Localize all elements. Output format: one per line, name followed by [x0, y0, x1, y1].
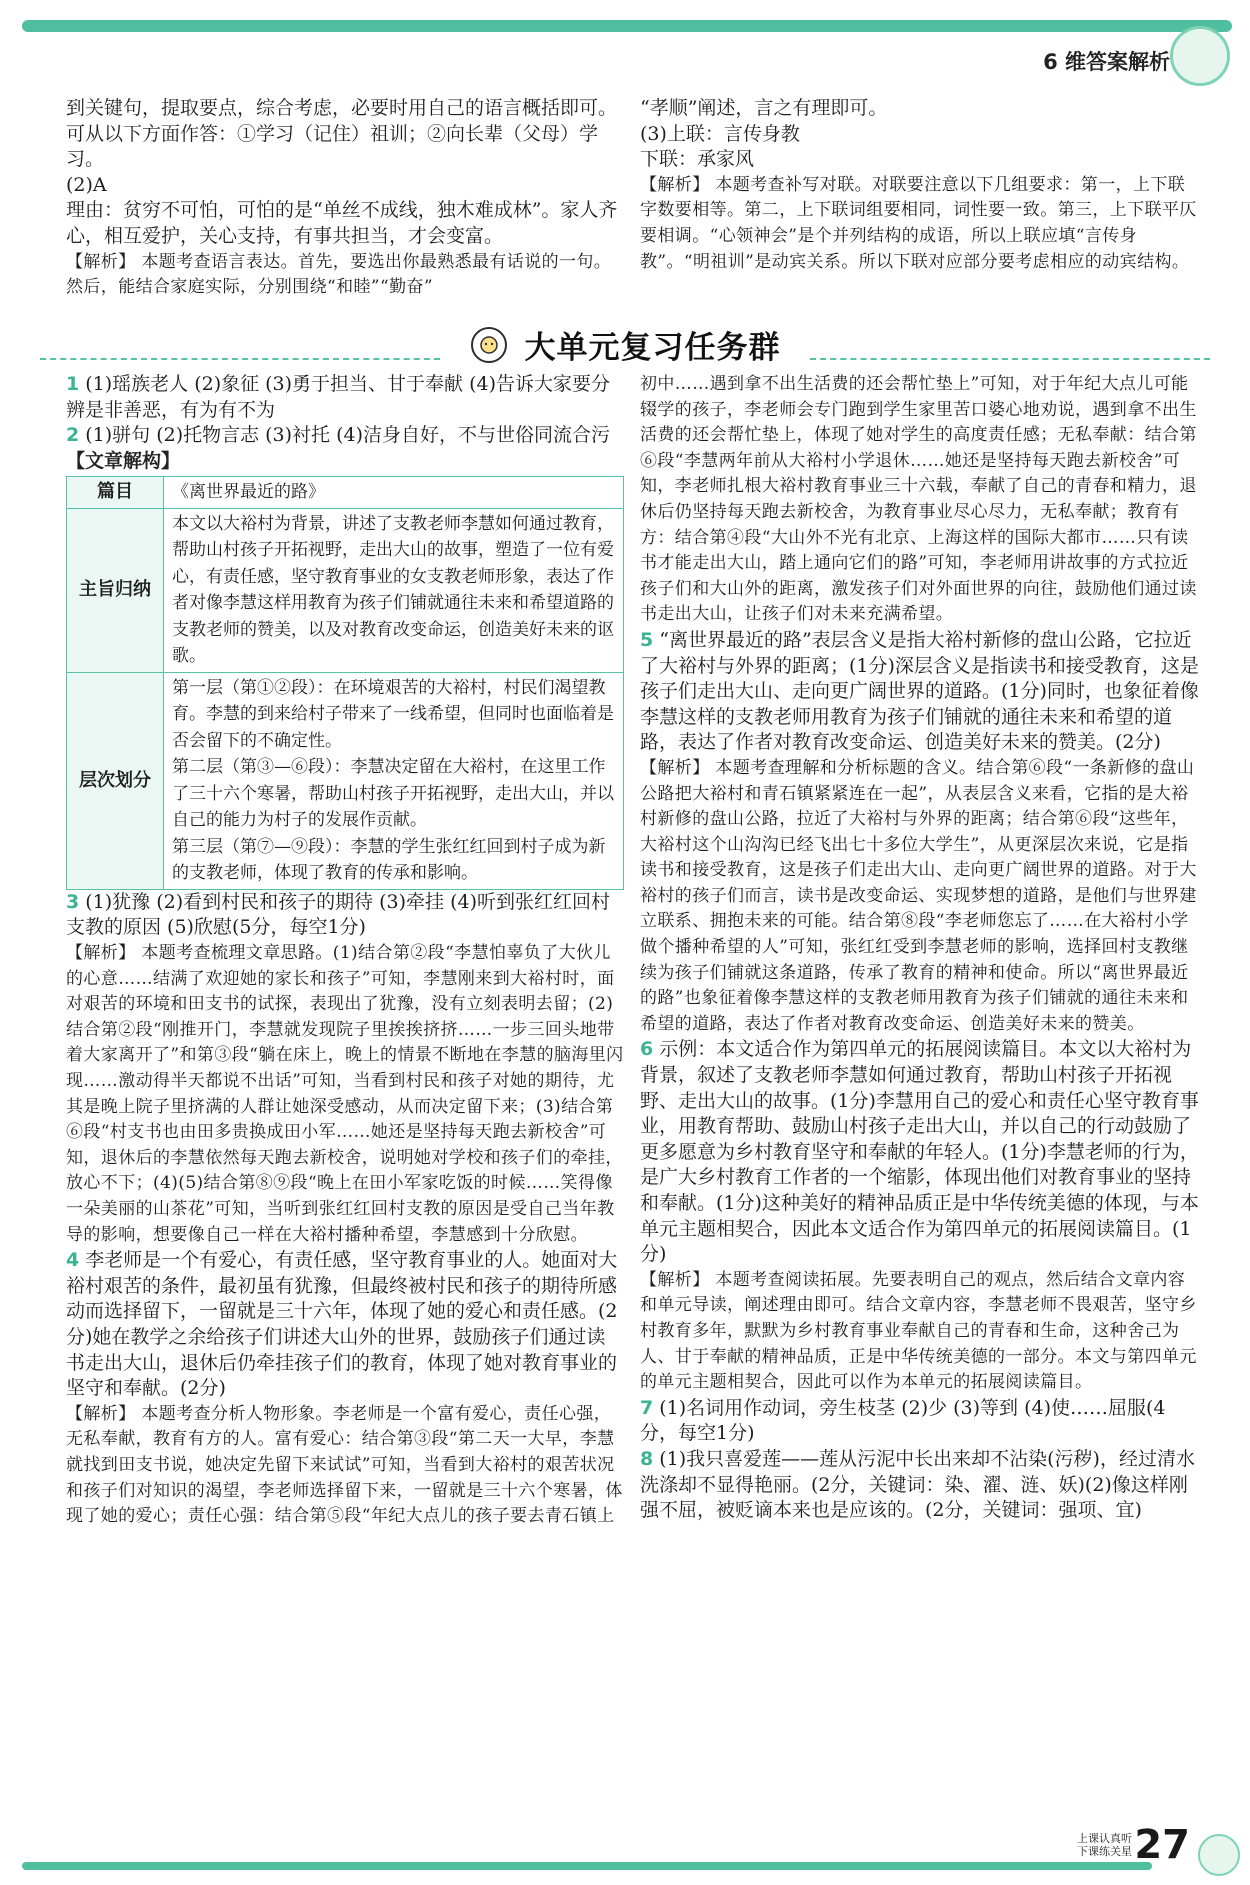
divider [810, 358, 1210, 360]
question-7: 7 (1)名词用作动词，旁生枝茎 (2)少 (3)等到 (4)使……屈服(4分，每空1分) [640, 1396, 1166, 1445]
answer-text: “孝顺”阐述，言之有理即可。 [640, 97, 888, 119]
question-8: 8 (1)我只喜爱莲——莲从污泥中长出来却不沾染(污秽)，经过清水洗涤却不显得艳丽。(2分，关键词：染、濯、涟、妖)(2)像这样刚强不屈，被贬谪本来也是应该的。(2分，关键词：强项、宜) [640, 1447, 1195, 1522]
divider [40, 358, 440, 360]
analysis-text: 【解析】 本题考查理解和分析标题的含义。结合第⑥段“一条新修的盘山公路把大裕村和青石镇紧紧连在一起”，从表层含义来看，它指的是大裕村新修的盘山公路，拉近了大裕村与外界的距离；结合第⑥段“这些年，大裕村这个山沟沟已经飞出七十多位大学生”，从更深层次来说，它是指读书和接受教育，这是孩子们走出大山、走向更广阔世界的道路。对于大裕村的孩子们而言，读书是改变命运、实现梦想的道路，是他们与世界建立联系、拥抱未来的可能。结合第⑧段“李老师您忘了……在大裕村小学做个播种希望的人”可知，张红红受到李慧老师的影响，选择回村支教继续为孩子们铺就这条道路，传承了教育的精神和使命。所以“离世界最近的路”也象征着像李慧这样的支教老师用教育为孩子们铺就的通往未来和希望的道路，表达了作者对教育改变命运、创造美好未来的赞美。 [640, 757, 1197, 1034]
table-cell: 本文以大裕村为背景，讲述了支教老师李慧如何通过教育，帮助山村孩子开拓视野，走出大山的故事，塑造了一位有爱心，有责任感，坚守教育事业的女支教老师形象，表达了作者对像李慧这样用教育为孩子们铺就通往未来和希望道路的支教老师的赞美，以及对教育改变命运，创造美好未来的讴歌。 [164, 508, 624, 672]
structure-heading: 【文章解构】 [66, 449, 181, 472]
structure-table [66, 476, 624, 890]
answer-text: 到关键句，提取要点，综合考虑，必要时用自己的语言概括即可。可从以下方面作答：①学习（记住）祖训；②向长辈（父母）学习。 [66, 97, 618, 171]
mascot-logo-icon [1198, 1834, 1240, 1876]
section-heading [0, 322, 1250, 367]
layer-text: 第一层（第①②段）：在环境艰苦的大裕村，村民们渴望教育。李慧的到来给村子带来了一线希望，但同时也面临着是否会留下的不确定性。 [172, 677, 614, 751]
analysis-text: 【解析】 本题考查语言表达。首先，要选出你最熟悉最有话说的一句。然后，能结合家庭实际，分别围绕“和睦”“勤奋” [66, 251, 612, 298]
question-3: 3 (1)犹豫 (2)看到村民和孩子的期待 (3)牵挂 (4)听到张红红回村支教的原因 (5)欣慰(5分，每空1分) [66, 890, 611, 939]
table-head: 篇目 [67, 477, 164, 509]
footer-slogan: 上课认真听 下课练关星 [1077, 1832, 1132, 1858]
flower-icon [469, 325, 509, 365]
layer-text: 第三层（第⑦—⑨段）：李慧的学生张红红回到村子成为新的支教老师，体现了教育的传承和影响。 [172, 836, 606, 884]
answer-text: 下联：承家风 [640, 148, 755, 171]
table-cell [164, 672, 624, 889]
footer-bar [22, 1862, 1152, 1870]
lower-left-column [66, 372, 624, 1530]
question-4: 4 李老师是一个有爱心，有责任感，坚守教育事业的人。她面对大裕村艰苦的条件，最初虽有犹豫，但最终被村民和孩子的期待所感动而选择留下，一留就是三十六年，体现了她的爱心和责任感。(2分)她在教学之余给孩子们讲述大山外的世界，鼓励孩子们通过读书走出大山，退休后仍牵挂孩子们的教育，体现了她对教育事业的坚守和奉献。(2分) [66, 1249, 618, 1400]
answer-text: (2)A [66, 173, 107, 196]
table-head: 主旨归纳 [67, 508, 164, 672]
page-number: 27 [1134, 1822, 1190, 1868]
analysis-text: 【解析】 本题考查补写对联。对联要注意以下几组要求：第一，上下联字数要相等。第二，上下联词组要相同，词性要一致。第三，上下联平仄要相调。“心领神会”是个并列结构的成语，所以上联应填“言传身教”。“明祖训”是动宾关系。所以下联对应部分要考虑相应的动宾结构。 [640, 174, 1197, 272]
top-left-column [66, 96, 624, 301]
answer-text: 理由：贫穷不可怕，可怕的是“单丝不成线，独木难成林”。家人齐心，相互爱护，关心支持，有事共担当，才会变富。 [66, 199, 618, 247]
table-cell: 《离世界最近的路》 [164, 477, 624, 509]
question-1: 1 (1)瑶族老人 (2)象征 (3)勇于担当、甘于奉献 (4)告诉大家要分辨是非善恶，有为有不为 [66, 373, 611, 421]
analysis-text: 【解析】 本题考查分析人物形象。李老师是一个富有爱心，责任心强，无私奉献，教育有方的人。富有爱心：结合第③段“第二天一大早，李慧就找到田支书说，她决定先留下来试试”可知，当看到大裕村的艰苦状况和孩子们对知识的渴望，李老师选择留下来，一留就是三十六个寒暑，体现了她的爱心；责任心强：结合第⑤段“年纪大点儿的孩子要去青石镇上 [66, 1403, 623, 1527]
lower-right-column [640, 372, 1202, 1524]
question-5: 5 “离世界最近的路”表层含义是指大裕村新修的盘山公路，它拉近了大裕村与外界的距离；(1分)深层含义是指读书和接受教育，这是孩子们走出大山、走向更广阔世界的道路。(1分)同时，也象征着像李慧这样的支教老师用教育为孩子们铺就的通往未来和希望的道路，表达了作者对教育改变命运、创造美好未来的赞美。(2分) [640, 628, 1199, 754]
question-2: 2 (1)骈句 (2)托物言志 (3)衬托 (4)洁身自好，不与世俗同流合污 [66, 424, 611, 447]
analysis-text: 【解析】 本题考查梳理文章思路。(1)结合第②段“李慧怕辜负了大伙儿的心意……结满了欢迎她的家长和孩子”可知，李慧刚来到大裕村时，面对艰苦的环境和田支书的试探，表现出了犹豫，没有立刻表明去留；(2)结合第②段“刚推开门，李慧就发现院子里挨挨挤挤……一步三回头地带着大家离开了”和第③段“躺在床上，晚上的情景不断地在李慧的脑海里闪现……激动得半天都说不出话”可知，当看到村民和孩子对她的期待，尤其是晚上院子里挤满的人群让她深受感动，从而决定留下来；(3)结合第⑥段“村支书也由田多贵换成田小军……她还是坚持每天跑去新校舍”可知，退休后的李慧依然每天跑去新校舍，说明她对学校和孩子们的牵挂，放心不下；(4)(5)结合第⑧⑨段“晚上在田小军家吃饭的时候……笑得像一朵美丽的山茶花”可知，当听到张红红回村支教的原因是受自己当年教导的影响，想要像自己一样在大裕村播种希望，李慧感到十分欣慰。 [66, 943, 624, 1245]
top-right-column [640, 96, 1202, 275]
top-accent-bar [22, 20, 1232, 32]
header-title: 6 维答案解析 [1043, 50, 1170, 74]
layer-text: 第二层（第③—⑥段）：李慧决定留在大裕村，在这里工作了三十六个寒暑，帮助山村孩子开拓视野，走出大山，并以自己的能力为村子的发展作贡献。 [172, 757, 614, 831]
table-head: 层次划分 [67, 672, 164, 889]
mascot-logo-icon [1170, 26, 1230, 86]
answer-text: (3)上联：言传身教 [640, 122, 800, 145]
analysis-text: 【解析】 本题考查阅读拓展。先要表明自己的观点，然后结合文章内容和单元导读，阐述理由即可。结合文章内容，李慧老师不畏艰苦，坚守乡村教育多年，默默为乡村教育事业奉献自己的青春和生命，这种舍己为人、甘于奉献的精神品质，正是中华传统美德的一部分。本文与第四单元的单元主题相契合，因此可以作为本单元的拓展阅读篇目。 [640, 1269, 1197, 1393]
question-6: 6 示例：本文适合作为第四单元的拓展阅读篇目。本文以大裕村为背景，叙述了支教老师李慧如何通过教育，帮助山村孩子开拓视野、走出大山的故事。(1分)李慧用自己的爱心和责任心坚守教育事业，用教育帮助、鼓励山村孩子走出大山，并以自己的行动鼓励了更多愿意为乡村教育坚守和奉献的年轻人。(1分)李慧老师的行为，是广大乡村教育工作者的一个缩影，体现出他们对教育事业的坚持和奉献。(1分)这种美好的精神品质正是中华传统美德的体现，与本单元主题相契合，因此本文适合作为第四单元的拓展阅读篇目。(1分) [640, 1038, 1199, 1266]
section-title: 大单元复习任务群 [524, 330, 781, 366]
analysis-text: 初中……遇到拿不出生活费的还会帮忙垫上”可知，对于年纪大点儿可能辍学的孩子，李老师会专门跑到学生家里苦口婆心地劝说，遇到拿不出生活费的还会帮忙垫上，体现了她对学生的高度责任感；无私奉献：结合第⑥段“李慧两年前从大裕村小学退休……她还是坚持每天跑去新校舍”可知，李老师扎根大裕村教育事业三十六载，奉献了自己的青春和精力，退休后仍坚持每天跑去新校舍，为教育事业尽心尽力，无私奉献；教育有方：结合第④段“大山外不光有北京、上海这样的国际大都市……只有读书才能走出大山，踏上通向它们的路”可知，李老师用讲故事的方式拉近孩子们和大山外的距离，激发孩子们对外面世界的向往，鼓励他们通过读书走出大山，让孩子们对未来充满希望。 [640, 374, 1197, 625]
